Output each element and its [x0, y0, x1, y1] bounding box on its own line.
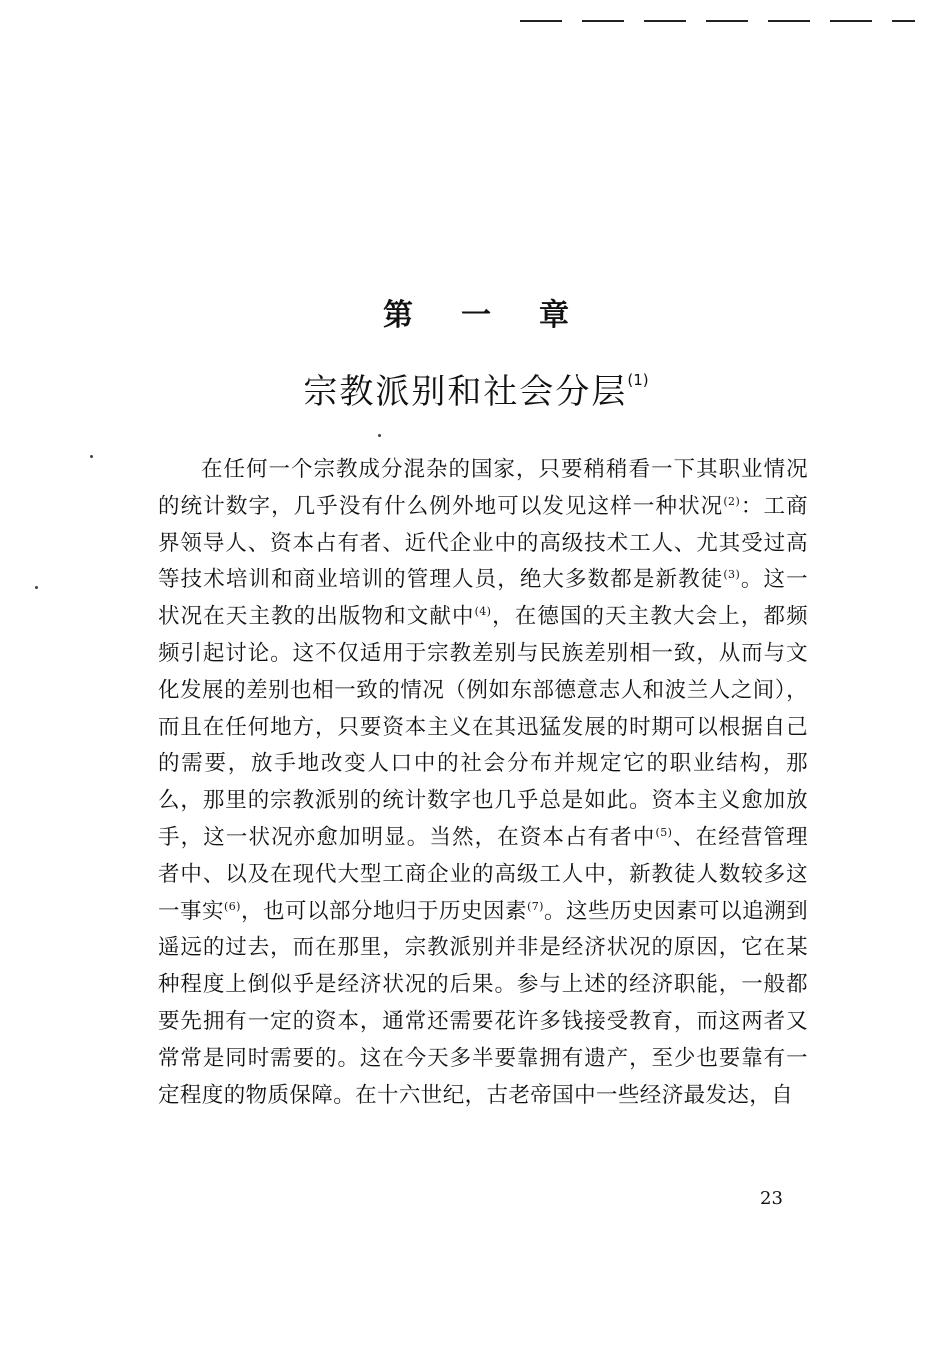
body-paragraph	[158, 452, 808, 1114]
footnote-ref-3: (3)	[723, 568, 741, 582]
footnote-ref-1: (1)	[627, 371, 649, 389]
footnote-ref-5: (5)	[655, 825, 673, 839]
scan-speck	[35, 586, 38, 589]
body-text-segment: ，也可以部分地归于历史因素	[240, 898, 528, 924]
page-number: 23	[760, 1188, 783, 1209]
chapter-title-text: 宗教派别和社会分层	[303, 372, 628, 412]
footnote-ref-4: (4)	[474, 605, 492, 619]
footnote-ref-2: (2)	[723, 494, 741, 508]
body-text-segment: 。这些历史因素可以追溯到遥远的过去，而在那里，宗教派别并非是经济状况的原因，它在某种程度上倒似乎是经济状况的后果。参与上述的经济职能，一般都要先拥有一定的资本，通常还需要花许多钱接受教育，而这两者又常常是同时需要的。这在今天多半要靠拥有遗产，至少也要靠有一定程度的物质保障。在十六世纪，古老帝国中一些经济最发达，自	[158, 898, 808, 1108]
footnote-ref-6: (6)	[224, 899, 241, 913]
chapter-number: 第一章	[383, 298, 617, 333]
body-text-segment: ，在德国的天主教大会上，都频频引起讨论。这不仅适用于宗教差别与民族差别相一致，从而与文化发展的差别也相一致的情况（例如东部德意志人和波兰人之间），而且在任何地方，只要资本主义在其迅猛发展的时期可以根据自己的需要，放手地改变人口中的社会分布并规定它的职业结构，那么，那里的宗教派别的统计数字也几乎总是如此。资本主义愈加放手，这一状况亦愈加明显。当然，在资本占有者中	[158, 604, 808, 850]
header-dashed-rule	[520, 20, 915, 22]
footnote-ref-7: (7)	[527, 899, 544, 913]
body-text-segment: ：工商界领导人、资本占有者、近代企业中的高级技术工人、尤其受过高等技术培训和商业培训的管理人员，绝大多数都是新教徒	[158, 493, 808, 593]
scan-speck	[378, 434, 381, 437]
body-text-segment: 在任何一个宗教成分混杂的国家，只要稍稍看一下其职业情况的统计数字，几乎没有什么例外地可以发见这样一种状况	[158, 457, 808, 519]
chapter-title	[0, 355, 952, 417]
body-text-segment: 、在经营管理者中、以及在现代大型工商企业的高级工人中，新教徒人数较多这一事实	[158, 824, 808, 924]
scan-speck	[90, 455, 93, 458]
body-text-segment: 。这一状况在天主教的出版物和文献中	[158, 567, 808, 630]
